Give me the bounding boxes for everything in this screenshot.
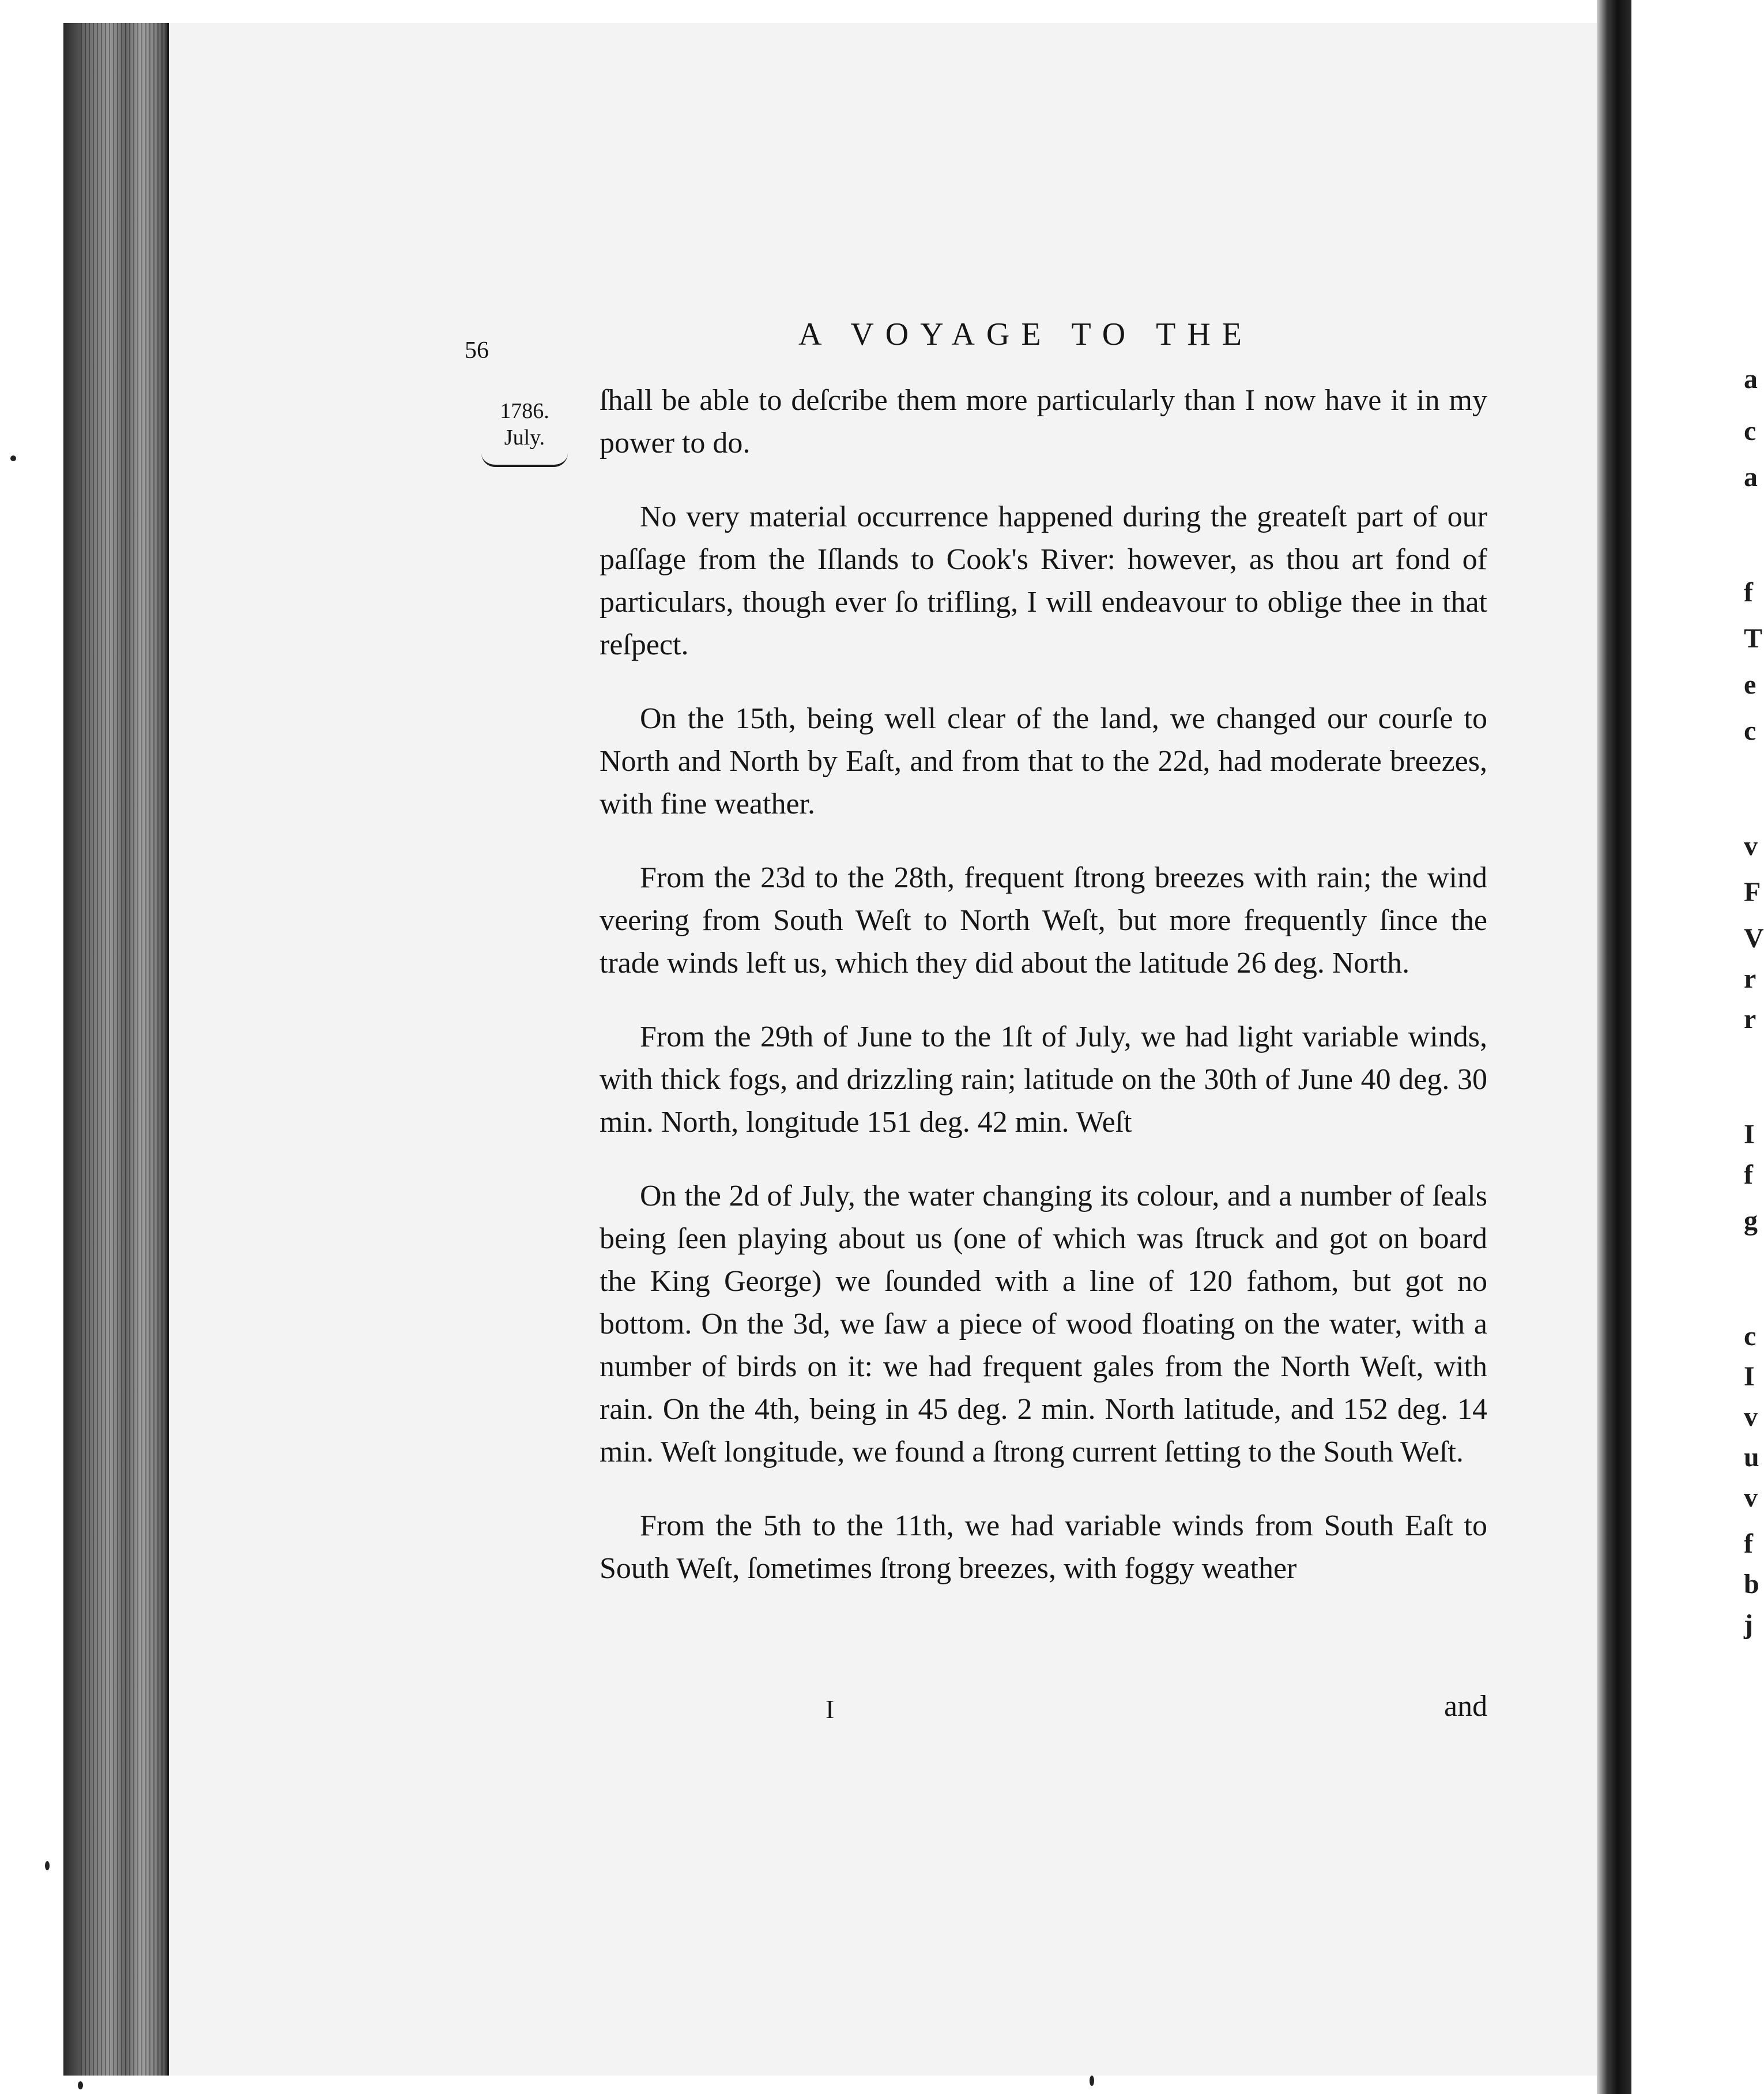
facing-fragment: a: [1744, 462, 1758, 492]
facing-fragment: V: [1744, 923, 1764, 954]
brace-mark: [481, 453, 568, 467]
facing-fragment: c: [1744, 715, 1757, 746]
facing-fragment: j: [1744, 1609, 1753, 1640]
facing-fragment: r: [1744, 1004, 1757, 1034]
signature-mark: I: [826, 1694, 835, 1724]
margin-year: 1786.: [500, 399, 549, 423]
facing-fragment: f: [1744, 577, 1753, 608]
running-title: A VOYAGE TO THE: [798, 317, 1254, 352]
facing-fragment: u: [1744, 1442, 1759, 1472]
gutter-shadow: [1597, 0, 1631, 2094]
paragraph: From the 23d to the 28th, frequent ſtrong breezes with rain; the wind veering from South Weſt to North Weſt, but more frequently ſince the trade winds left us, which they did about the latitude 26 deg. North.: [600, 861, 1487, 980]
catchword: and: [1444, 1690, 1488, 1723]
body-text: [600, 379, 1487, 1590]
facing-fragment: e: [1744, 669, 1757, 700]
paragraph: On the 15th, being well clear of the land, we changed our courſe to North and North by Eaſt, and from that to the 22d, had moderate breezes, with fine weather.: [600, 702, 1487, 820]
paragraph: On the 2d of July, the water changing its colour, and a number of ſeals being ſeen playing about us (one of which was ſtruck and got on board the King George) we ſounded with a line of 120 fathom, but got no bottom. On the 3d, we ſaw a piece of wood floating on the water, with a number of birds on it: we had frequent gales from the North Weſt, with rain. On the 4th, being in 45 deg. 2 min. North latitude, and 152 deg. 14 min. Weſt longitude, we found a ſtrong current ſetting to the South Weſt.: [600, 1180, 1487, 1468]
facing-fragment: I: [1744, 1119, 1755, 1150]
facing-fragment: v: [1744, 831, 1758, 861]
facing-fragment: b: [1744, 1569, 1759, 1599]
facing-fragment: r: [1744, 963, 1757, 994]
facing-fragment: f: [1744, 1159, 1753, 1190]
paragraph: No very material occurrence happened during the greateſt part of our paſſage from the Iſlands to Cook's River: however, as thou art fond of particulars, though ever ſo trifling, I will endeavour to oblige thee in that reſpect.: [600, 500, 1487, 661]
facing-fragment: g: [1744, 1206, 1758, 1236]
scan-speck: [78, 2081, 83, 2089]
facing-fragment: v: [1744, 1402, 1758, 1432]
facing-fragment: a: [1744, 364, 1758, 394]
scan-speck: [1090, 2076, 1094, 2086]
paragraph: From the 29th of June to the 1ſt of July, we had light variable winds, with thick fogs, and drizzling rain; latitude on the 30th of June 40 deg. 30 min. North, longitude 151 deg. 42 min. Weſt: [600, 1020, 1487, 1139]
facing-fragment: I: [1744, 1361, 1755, 1392]
paragraph: ſhall be able to deſcribe them more particularly than I now have it in my power to do.: [600, 384, 1487, 460]
page-number: 56: [465, 337, 489, 364]
page-top-margin: [167, 0, 1597, 23]
scan-background: [0, 0, 63, 2094]
facing-fragment: T: [1744, 623, 1763, 654]
facing-fragment: c: [1744, 1321, 1757, 1351]
scan-speck: [45, 1861, 50, 1870]
facing-fragment: c: [1744, 416, 1757, 446]
facing-fragment: v: [1744, 1482, 1758, 1513]
margin-note: [473, 398, 576, 467]
paragraph: From the 5th to the 11th, we had variable winds from South Eaſt to South Weſt, ſometimes ſtrong breezes, with foggy weather: [600, 1509, 1487, 1585]
margin-month: July.: [504, 425, 545, 450]
scan-speck: [10, 455, 16, 461]
facing-page: [1631, 0, 1762, 2094]
facing-fragment: f: [1744, 1528, 1753, 1559]
page-edges: [81, 23, 167, 2076]
facing-fragment: F: [1744, 877, 1761, 907]
